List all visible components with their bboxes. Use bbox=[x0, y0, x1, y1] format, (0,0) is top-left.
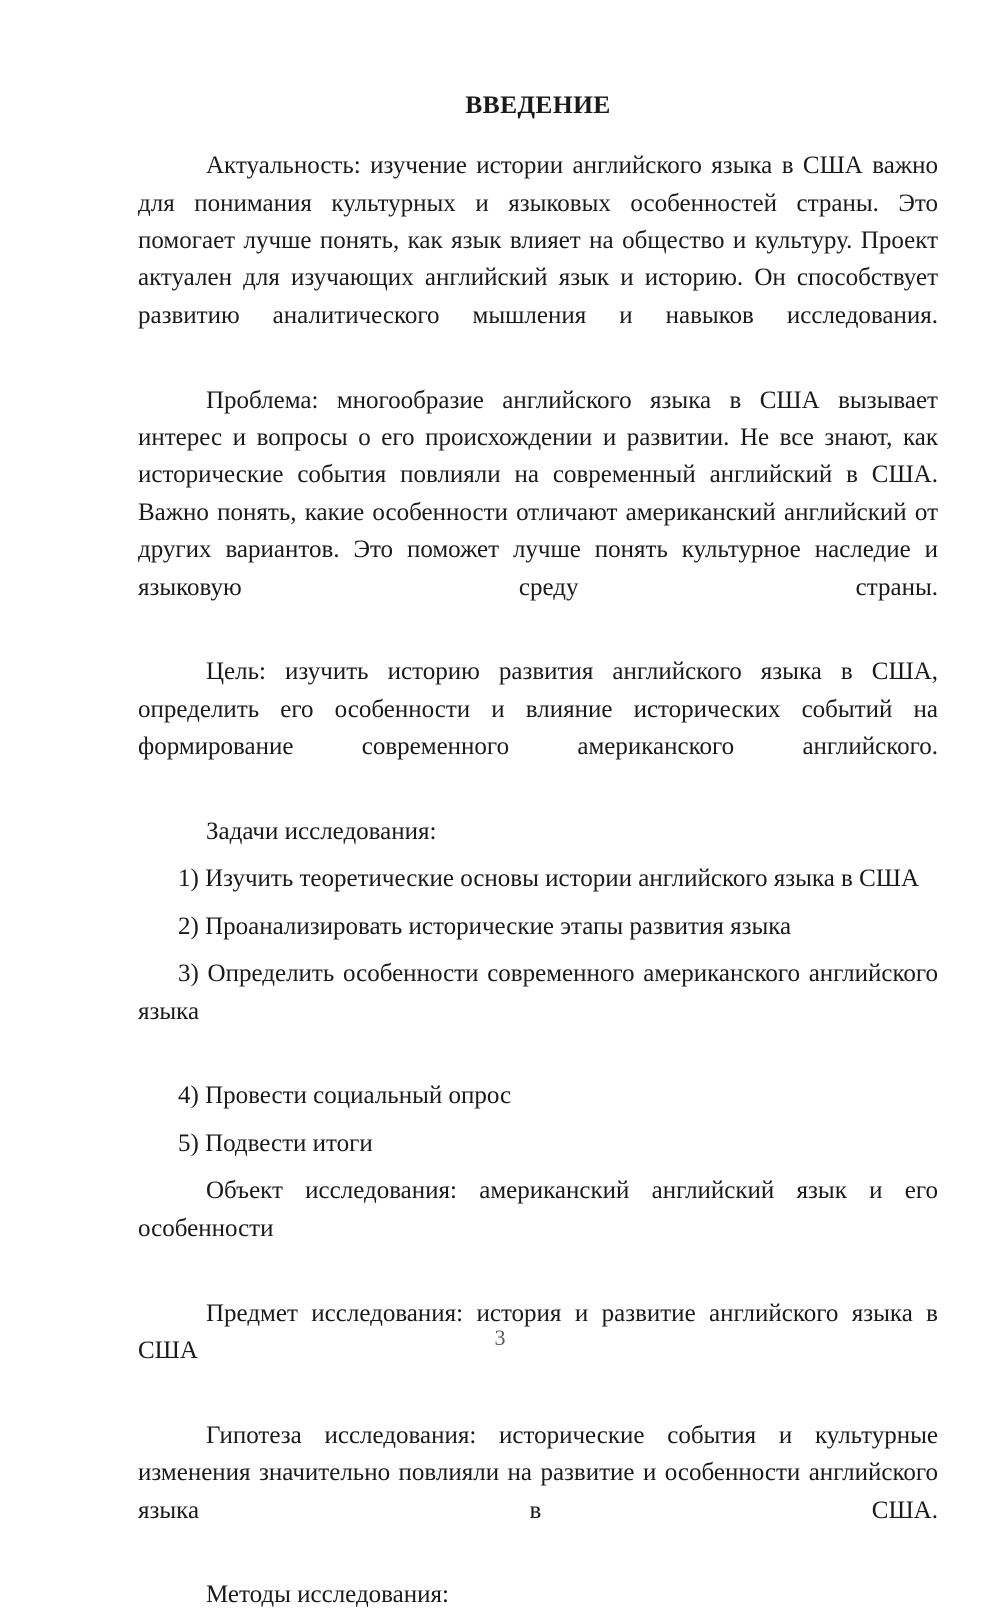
list-item: 2) Проанализировать исторические этапы развития языка bbox=[178, 912, 792, 940]
document-body bbox=[138, 88, 938, 1624]
paragraph-relevance: Актуальность: изучение истории английского языка в США важно для понимания культурных и языковых особенностей страны. Это помогает лучше понять, как язык влияет на общество и культуру. Проект актуален для изучающих английский язык и историю. Он способствует развитию аналитического мышления и навыков исследования. bbox=[138, 152, 938, 329]
page-number: 3 bbox=[494, 1325, 506, 1350]
paragraph-subject: Предмет исследования: история и развитие английского языка в США bbox=[138, 1299, 938, 1364]
list-item: 3) Определить особенности современного американского английского языка bbox=[138, 960, 938, 1025]
paragraph-problem: Проблема: многообразие английского языка в США вызывает интерес и вопросы о его происхождении и развитии. Не все знают, как исторические события повлияли на современный английский в США. Важно понять, какие особенности отличают американский английский от других вариантов. Это поможет лучше понять культурное наследие и языковую среду страны. bbox=[138, 386, 938, 601]
paragraph-object: Объект исследования: американский английский язык и его особенности bbox=[138, 1177, 938, 1242]
paragraph-hypothesis: Гипотеза исследования: исторические события и культурные изменения значительно повлияли на развитие и особенности английского языка в США. bbox=[138, 1421, 938, 1524]
methods-heading: Методы исследования: bbox=[206, 1581, 449, 1609]
list-item: 4) Провести социальный опрос bbox=[178, 1082, 512, 1110]
list-item: 5) Подвести итоги bbox=[178, 1129, 373, 1157]
paragraph-goal: Цель: изучить историю развития английского языка в США, определить его особенности и влияние исторических событий на формирование современного американского английского. bbox=[138, 658, 938, 761]
page-title: ВВЕДЕНИЕ bbox=[465, 90, 611, 119]
tasks-heading: Задачи исследования: bbox=[206, 818, 437, 846]
list-item: 1) Изучить теоретические основы истории английского языка в США bbox=[178, 865, 920, 893]
